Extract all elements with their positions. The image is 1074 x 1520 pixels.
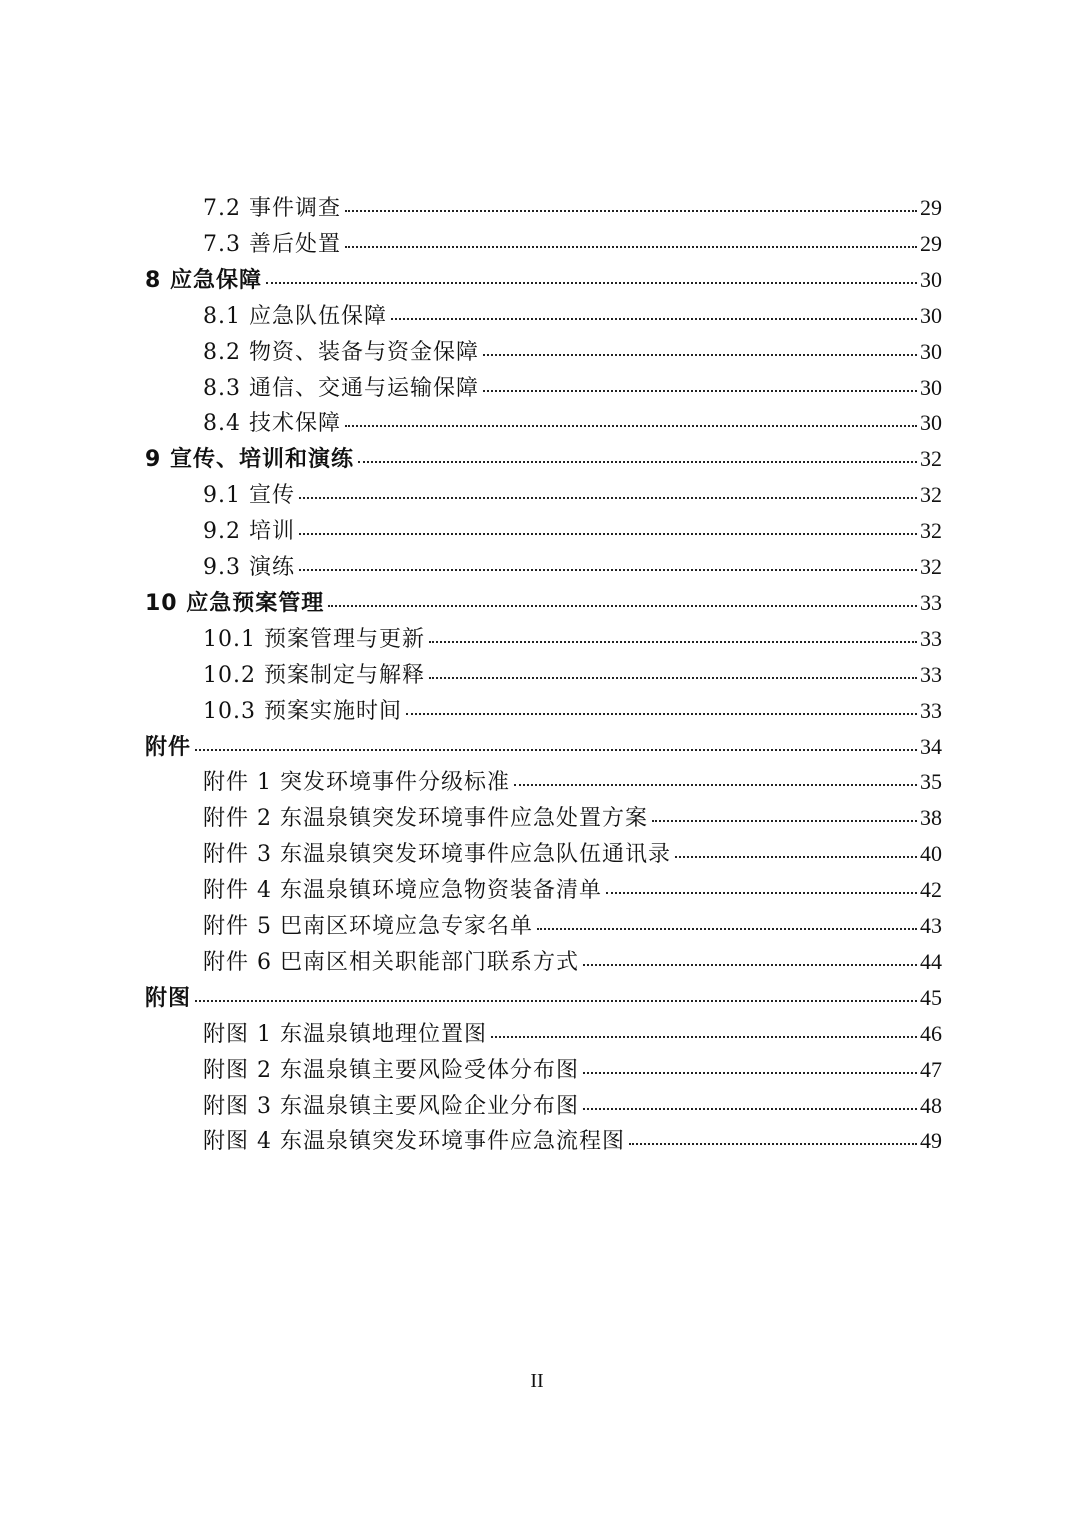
toc-entry-label: 附件 2 东温泉镇突发环境事件应急处置方案 xyxy=(203,806,648,832)
toc-entry-label: 8.3 通信、交通与运输保障 xyxy=(203,375,479,401)
dot-leader xyxy=(675,855,917,858)
toc-entry-label: 7.2 事件调查 xyxy=(203,196,341,221)
toc-entry-label: 10.3 预案实施时间 xyxy=(203,698,402,724)
toc-entry-label: 9.2 培训 xyxy=(203,519,295,545)
toc-entry-label: 8.2 物资、装备与资金保障 xyxy=(203,339,479,365)
toc-section-entry[interactable] xyxy=(203,764,942,800)
toc-entry-page-number: 38 xyxy=(920,805,942,831)
toc-section-entry[interactable] xyxy=(203,370,942,406)
toc-entry-label: 9.3 演练 xyxy=(203,555,295,580)
toc-section-entry[interactable] xyxy=(203,872,942,908)
dot-leader xyxy=(429,676,917,679)
toc-chapter-entry[interactable] xyxy=(145,441,942,477)
dot-leader xyxy=(299,496,917,499)
dot-leader xyxy=(345,245,917,248)
toc-entry-page-number: 33 xyxy=(920,697,942,723)
dot-leader xyxy=(537,927,917,930)
toc-section-entry[interactable] xyxy=(203,405,942,441)
toc-section-entry[interactable] xyxy=(203,513,942,549)
toc-section-entry[interactable] xyxy=(203,226,942,262)
toc-entry-label: 8.4 技术保障 xyxy=(203,411,341,437)
toc-entry-label: 9.1 宣传 xyxy=(203,483,295,509)
toc-entry-label: 附图 1 东温泉镇地理位置图 xyxy=(203,1021,487,1047)
toc-section-entry[interactable] xyxy=(203,1123,942,1159)
toc-section-entry[interactable] xyxy=(203,908,942,944)
dot-leader xyxy=(483,389,917,392)
toc-section-entry[interactable] xyxy=(203,800,942,836)
toc-entry-page-number: 34 xyxy=(920,733,942,759)
toc-entry-page-number: 29 xyxy=(920,195,942,220)
toc-entry-page-number: 49 xyxy=(920,1128,942,1154)
dot-leader xyxy=(406,712,917,715)
toc-entry-page-number: 47 xyxy=(920,1056,942,1082)
toc-section-entry[interactable] xyxy=(203,190,942,226)
toc-section-entry[interactable] xyxy=(203,1052,942,1088)
toc-entry-page-number: 30 xyxy=(920,302,942,328)
toc-entry-label: 9 宣传、培训和演练 xyxy=(145,447,354,473)
toc-entry-page-number: 30 xyxy=(920,338,942,364)
toc-entry-page-number: 30 xyxy=(920,374,942,400)
toc-entry-page-number: 35 xyxy=(920,769,942,795)
dot-leader xyxy=(483,353,917,356)
toc-entry-label: 附件 4 东温泉镇环境应急物资装备清单 xyxy=(203,878,602,904)
dot-leader xyxy=(583,1107,917,1110)
toc-section-entry[interactable] xyxy=(203,944,942,980)
dot-leader xyxy=(195,748,917,751)
toc-section-entry[interactable] xyxy=(203,334,942,370)
toc-entry-page-number: 48 xyxy=(920,1092,942,1118)
toc-section-entry[interactable] xyxy=(203,1016,942,1052)
toc-entry-label: 10.1 预案管理与更新 xyxy=(203,626,425,652)
dot-leader xyxy=(652,819,917,822)
toc-entry-label: 附图 2 东温泉镇主要风险受体分布图 xyxy=(203,1057,579,1083)
dot-leader xyxy=(266,281,917,284)
toc-chapter-entry[interactable] xyxy=(145,980,942,1016)
toc-entry-label: 附件 3 东温泉镇突发环境事件应急队伍通讯录 xyxy=(203,842,671,868)
toc-chapter-entry[interactable] xyxy=(145,729,942,765)
dot-leader xyxy=(195,999,917,1002)
toc-chapter-entry[interactable] xyxy=(145,585,942,621)
dot-leader xyxy=(629,1142,917,1145)
toc-chapter-entry[interactable] xyxy=(145,262,942,298)
toc-entry-label: 附件 xyxy=(145,734,192,760)
toc-section-entry[interactable] xyxy=(203,1088,942,1124)
toc-entry-label: 附件 1 突发环境事件分级标准 xyxy=(203,770,510,796)
toc-section-entry[interactable] xyxy=(203,693,942,729)
dot-leader xyxy=(345,424,917,427)
toc-entry-page-number: 40 xyxy=(920,841,942,867)
dot-leader xyxy=(328,604,917,607)
toc-section-entry[interactable] xyxy=(203,657,942,693)
toc-entry-page-number: 33 xyxy=(920,589,942,615)
toc-entry-label: 8.1 应急队伍保障 xyxy=(203,303,387,329)
toc-entry-page-number: 42 xyxy=(920,877,942,903)
toc-entry-page-number: 32 xyxy=(920,446,942,472)
toc-section-entry[interactable] xyxy=(203,836,942,872)
toc-entry-page-number: 30 xyxy=(920,410,942,436)
toc-entry-page-number: 43 xyxy=(920,913,942,938)
toc-entry-page-number: 32 xyxy=(920,482,942,508)
dot-leader xyxy=(583,1071,917,1074)
toc-entry-page-number: 33 xyxy=(920,625,942,651)
toc-section-entry[interactable] xyxy=(203,621,942,657)
dot-leader xyxy=(299,532,917,535)
toc-entry-page-number: 29 xyxy=(920,230,942,256)
toc-section-entry[interactable] xyxy=(203,477,942,513)
toc-entry-page-number: 32 xyxy=(920,554,942,579)
toc-entry-label: 10 应急预案管理 xyxy=(145,590,325,616)
dot-leader xyxy=(514,783,917,786)
dot-leader xyxy=(606,891,917,894)
toc-entry-label: 10.2 预案制定与解释 xyxy=(203,662,425,688)
dot-leader xyxy=(299,568,917,571)
toc-entry-page-number: 33 xyxy=(920,661,942,687)
toc-entry-page-number: 30 xyxy=(920,266,942,292)
dot-leader xyxy=(583,963,917,966)
toc-section-entry[interactable] xyxy=(203,549,942,585)
toc-section-entry[interactable] xyxy=(203,298,942,334)
toc-entry-label: 7.3 善后处置 xyxy=(203,231,341,257)
dot-leader xyxy=(345,209,917,212)
toc-entry-label: 附件 5 巴南区环境应急专家名单 xyxy=(203,914,533,939)
toc-entry-label: 附件 6 巴南区相关职能部门联系方式 xyxy=(203,949,579,975)
toc-entry-page-number: 44 xyxy=(920,948,942,974)
toc-entry-label: 8 应急保障 xyxy=(145,267,262,293)
dot-leader xyxy=(429,640,917,643)
toc-entry-label: 附图 4 东温泉镇突发环境事件应急流程图 xyxy=(203,1129,625,1155)
toc-entry-label: 附图 xyxy=(145,985,192,1011)
toc-entry-page-number: 32 xyxy=(920,518,942,544)
dot-leader xyxy=(491,1035,917,1038)
toc-entry-page-number: 46 xyxy=(920,1020,942,1046)
toc-entry-page-number: 45 xyxy=(920,984,942,1010)
toc-entry-label: 附图 3 东温泉镇主要风险企业分布图 xyxy=(203,1093,579,1119)
page-number: II xyxy=(530,1370,544,1392)
dot-leader xyxy=(358,460,917,463)
dot-leader xyxy=(391,317,917,320)
